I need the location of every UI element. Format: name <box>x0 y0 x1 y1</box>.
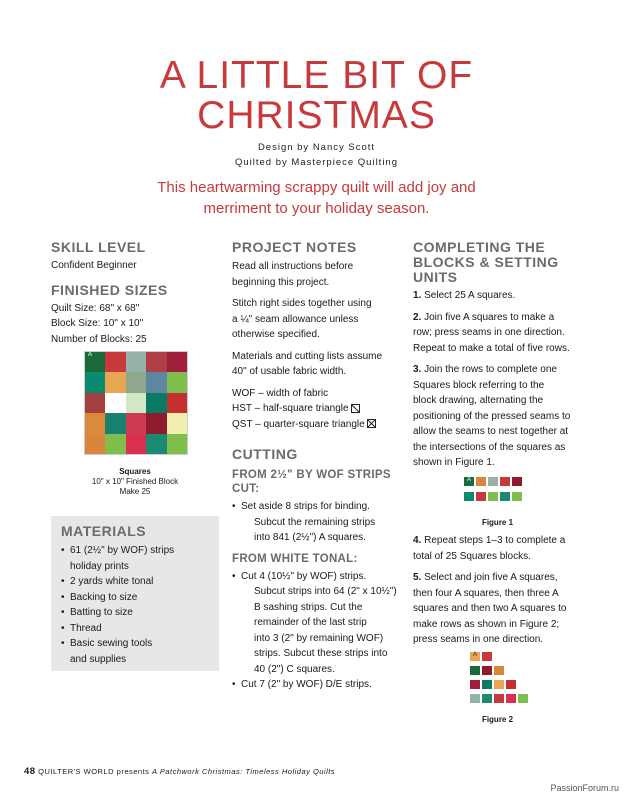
block-square <box>105 413 125 433</box>
material-item <box>61 574 219 590</box>
note-p1-b: beginning this project. <box>232 276 330 288</box>
figure2-row <box>469 651 493 662</box>
step-3-line: block drawing, alternating the <box>413 395 544 406</box>
figure-square <box>511 476 523 487</box>
material-text: holiday prints <box>70 560 129 572</box>
note-p2-b: a ¼" seam allowance unless <box>232 313 359 325</box>
figure-square <box>487 476 499 487</box>
block-square <box>146 393 166 413</box>
block-square <box>126 393 146 413</box>
figure-square <box>505 679 517 690</box>
cut-line: Cut 7 (2" by WOF) D/E strips. <box>241 679 372 690</box>
figure2-row <box>469 693 529 704</box>
figure-square <box>499 491 511 502</box>
note-p2-c: otherwise specified. <box>232 329 320 340</box>
figure2-row <box>469 665 505 676</box>
book-title: A Patchwork Christmas: Timeless Holiday Quilts <box>152 767 336 776</box>
step-1-text: Select 25 A squares. <box>424 290 516 301</box>
note-hst: HST – half-square triangle <box>232 403 349 414</box>
design-credit: Design by Nancy Scott <box>257 142 376 153</box>
figure-square <box>469 693 481 704</box>
figure2-row <box>469 679 517 690</box>
block-caption-title: Squares <box>119 467 151 476</box>
cut-line: into 841 (2½") A squares. <box>254 532 366 543</box>
figure-square <box>499 476 511 487</box>
figure-square <box>475 476 487 487</box>
cutting-item <box>232 677 407 693</box>
note-p1-a: Read all instructions before <box>232 261 354 272</box>
cutting-item <box>232 499 407 546</box>
figure-square <box>493 679 505 690</box>
figure-square <box>469 665 481 676</box>
squares-block-diagram <box>84 351 188 455</box>
page-title-line2: CHRISTMAS <box>197 94 436 137</box>
presents-text: presents <box>116 767 150 776</box>
material-item <box>61 605 219 621</box>
block-size: Block Size: 10" x 10" <box>51 318 144 329</box>
square-label: A <box>88 352 93 358</box>
block-count: Number of Blocks: 25 <box>51 333 147 345</box>
block-square <box>146 372 166 392</box>
figure-square <box>481 679 493 690</box>
quilt-size: Quilt Size: 68" x 68" <box>51 302 140 314</box>
block-square <box>105 352 125 372</box>
step-5-line: squares and then two A squares to <box>413 603 567 614</box>
block-square <box>146 352 166 372</box>
skill-value: Confident Beginner <box>51 260 137 271</box>
intro-line2: merriment to your holiday season. <box>203 200 430 217</box>
block-square <box>126 434 146 454</box>
page-title-line1: A LITTLE BIT OF <box>159 54 474 97</box>
cutting-item <box>232 569 407 678</box>
figure-square <box>469 679 481 690</box>
note-p3-a: Materials and cutting lists assume <box>232 350 383 362</box>
step-5-number: 5. <box>413 572 422 583</box>
step-5-line: make rows as shown in Figure 2; <box>413 618 560 630</box>
step-3 <box>413 362 593 378</box>
note-p2-a: Stitch right sides together using <box>232 298 372 309</box>
step-3-line: positioning of the pressed seams to <box>413 410 571 422</box>
block-square <box>85 413 105 433</box>
quilting-credit: Quilted by Masterpiece Quilting <box>234 157 398 168</box>
block-square <box>167 393 187 413</box>
figure-square <box>487 491 499 502</box>
figure1-row <box>463 476 523 487</box>
block-square <box>146 434 166 454</box>
step-2 <box>413 310 593 326</box>
step-3-line: Squares block referring to the <box>413 379 545 391</box>
material-text: and supplies <box>70 653 127 665</box>
skill-heading: SKILL LEVEL <box>51 239 146 255</box>
block-caption-line2: Make 25 <box>119 487 151 496</box>
block-square <box>105 393 125 413</box>
sizes-heading: FINISHED SIZES <box>51 281 168 298</box>
block-square <box>126 352 146 372</box>
materials-box <box>51 516 219 671</box>
page-number: 48 <box>24 766 36 777</box>
watermark: PassionForum.ru <box>550 783 619 793</box>
material-text: Thread <box>70 622 102 634</box>
step-1 <box>413 288 593 304</box>
material-item <box>61 621 219 637</box>
material-text: Basic sewing tools <box>70 638 153 649</box>
square-label: A <box>473 652 478 658</box>
figure1-row <box>463 491 523 502</box>
qst-icon <box>367 419 376 428</box>
cutting-heading: CUTTING <box>232 446 298 462</box>
intro-line1: This heartwarming scrappy quilt will add joy and <box>157 179 476 196</box>
step-4-number: 4. <box>413 535 422 546</box>
hst-icon <box>351 404 360 413</box>
step-1-number: 1. <box>413 290 422 301</box>
cut-line: remainder of the last strip <box>254 617 367 628</box>
note-wof: WOF – width of fabric <box>232 387 329 399</box>
cut-line: Set aside 8 strips for binding. <box>241 501 370 512</box>
cut-line: B sashing strips. Cut the <box>254 601 363 613</box>
block-square <box>85 372 105 392</box>
steps-4-5 <box>413 533 593 648</box>
figure2-caption: Figure 2 <box>481 715 514 724</box>
cutting-sub1-b: CUT: <box>232 483 260 495</box>
middle-column <box>232 240 407 693</box>
cut-line: into 3 (2" by remaining WOF) <box>254 632 384 644</box>
block-square <box>85 434 105 454</box>
step-text: Select and join five A squares, <box>424 572 558 583</box>
figure-square <box>493 665 505 676</box>
block-square <box>167 434 187 454</box>
step-2-line: Repeat to make a total of five rows. <box>413 342 570 354</box>
square-label: A <box>467 477 472 483</box>
block-square <box>105 372 125 392</box>
materials-list <box>61 543 219 667</box>
block-square <box>146 413 166 433</box>
cut-line: strips. Subcut these strips into <box>254 648 388 659</box>
note-qst: QST – quarter-square triangle <box>232 418 365 430</box>
cut-line: 40 (2") C squares. <box>254 663 335 675</box>
material-item <box>61 590 219 606</box>
block-square <box>167 372 187 392</box>
step-2-number: 2. <box>413 311 422 323</box>
note-p3-b: 40" of usable fabric width. <box>232 366 347 377</box>
cutting-list-1 <box>232 499 407 546</box>
completing-heading-2: BLOCKS & SETTING <box>413 254 559 270</box>
step-3-line: the intersections of the squares as <box>413 441 566 453</box>
figure-square <box>463 491 475 502</box>
page-footer <box>24 766 335 777</box>
step-5-line: press seams in one direction. <box>413 634 544 645</box>
project-notes-heading: PROJECT NOTES <box>232 239 357 255</box>
step-2-line: row; press seams in one direction. <box>413 327 565 338</box>
materials-heading: MATERIALS <box>61 523 147 539</box>
figure1-caption: Figure 1 <box>481 518 514 527</box>
step-3-line: shown in Figure 1. <box>413 457 495 468</box>
step-text: Join five A squares to make a <box>424 311 555 323</box>
right-column <box>413 240 593 471</box>
material-text: Batting to size <box>70 607 133 618</box>
step-4-line: total of 25 Squares blocks. <box>413 550 531 562</box>
figure-square <box>493 693 505 704</box>
block-square <box>85 393 105 413</box>
step-4 <box>413 533 593 549</box>
material-item <box>61 543 219 574</box>
material-text: 61 (2½" by WOF) strips <box>70 545 175 556</box>
note-hst-row <box>232 401 407 417</box>
material-item <box>61 636 219 667</box>
block-square <box>167 413 187 433</box>
cutting-list-2 <box>232 569 407 693</box>
cut-line: Subcut strips into 64 (2" x 10½") <box>254 586 397 597</box>
figure-square <box>481 651 493 662</box>
block-square <box>105 434 125 454</box>
step-text: Repeat steps 1–3 to complete a <box>424 535 566 546</box>
block-square <box>126 413 146 433</box>
cutting-sub1-a: FROM 2½" BY WOF STRIPS <box>232 469 391 481</box>
completing-heading-3: UNITS <box>413 269 458 285</box>
material-text: Backing to size <box>70 591 138 603</box>
figure-square <box>463 476 475 487</box>
figure-square <box>517 693 529 704</box>
figure-square <box>505 693 517 704</box>
left-column <box>51 240 221 347</box>
completing-heading-1: COMPLETING THE <box>413 239 546 255</box>
cut-line: Subcut the remaining strips <box>254 516 376 528</box>
note-qst-row <box>232 417 407 433</box>
block-square <box>85 352 105 372</box>
step-5 <box>413 570 593 586</box>
block-square <box>167 352 187 372</box>
step-text: Join the rows to complete one <box>424 364 557 375</box>
figure-square <box>481 665 493 676</box>
publication-name: QUILTER'S WORLD <box>38 767 115 776</box>
cut-line: Cut 4 (10½" by WOF) strips. <box>241 570 367 582</box>
step-5-line: then four A squares, then three A <box>413 587 559 599</box>
figure-square <box>511 491 523 502</box>
figure-square <box>469 651 481 662</box>
step-3-number: 3. <box>413 364 422 375</box>
cutting-sub2: FROM WHITE TONAL: <box>232 552 358 565</box>
block-caption-line1: 10" x 10" Finished Block <box>91 477 179 486</box>
material-text: 2 yards white tonal <box>70 576 154 587</box>
step-3-line: allow the seams to nest together at <box>413 426 569 437</box>
block-square <box>126 372 146 392</box>
figure-square <box>481 693 493 704</box>
figure-square <box>475 491 487 502</box>
